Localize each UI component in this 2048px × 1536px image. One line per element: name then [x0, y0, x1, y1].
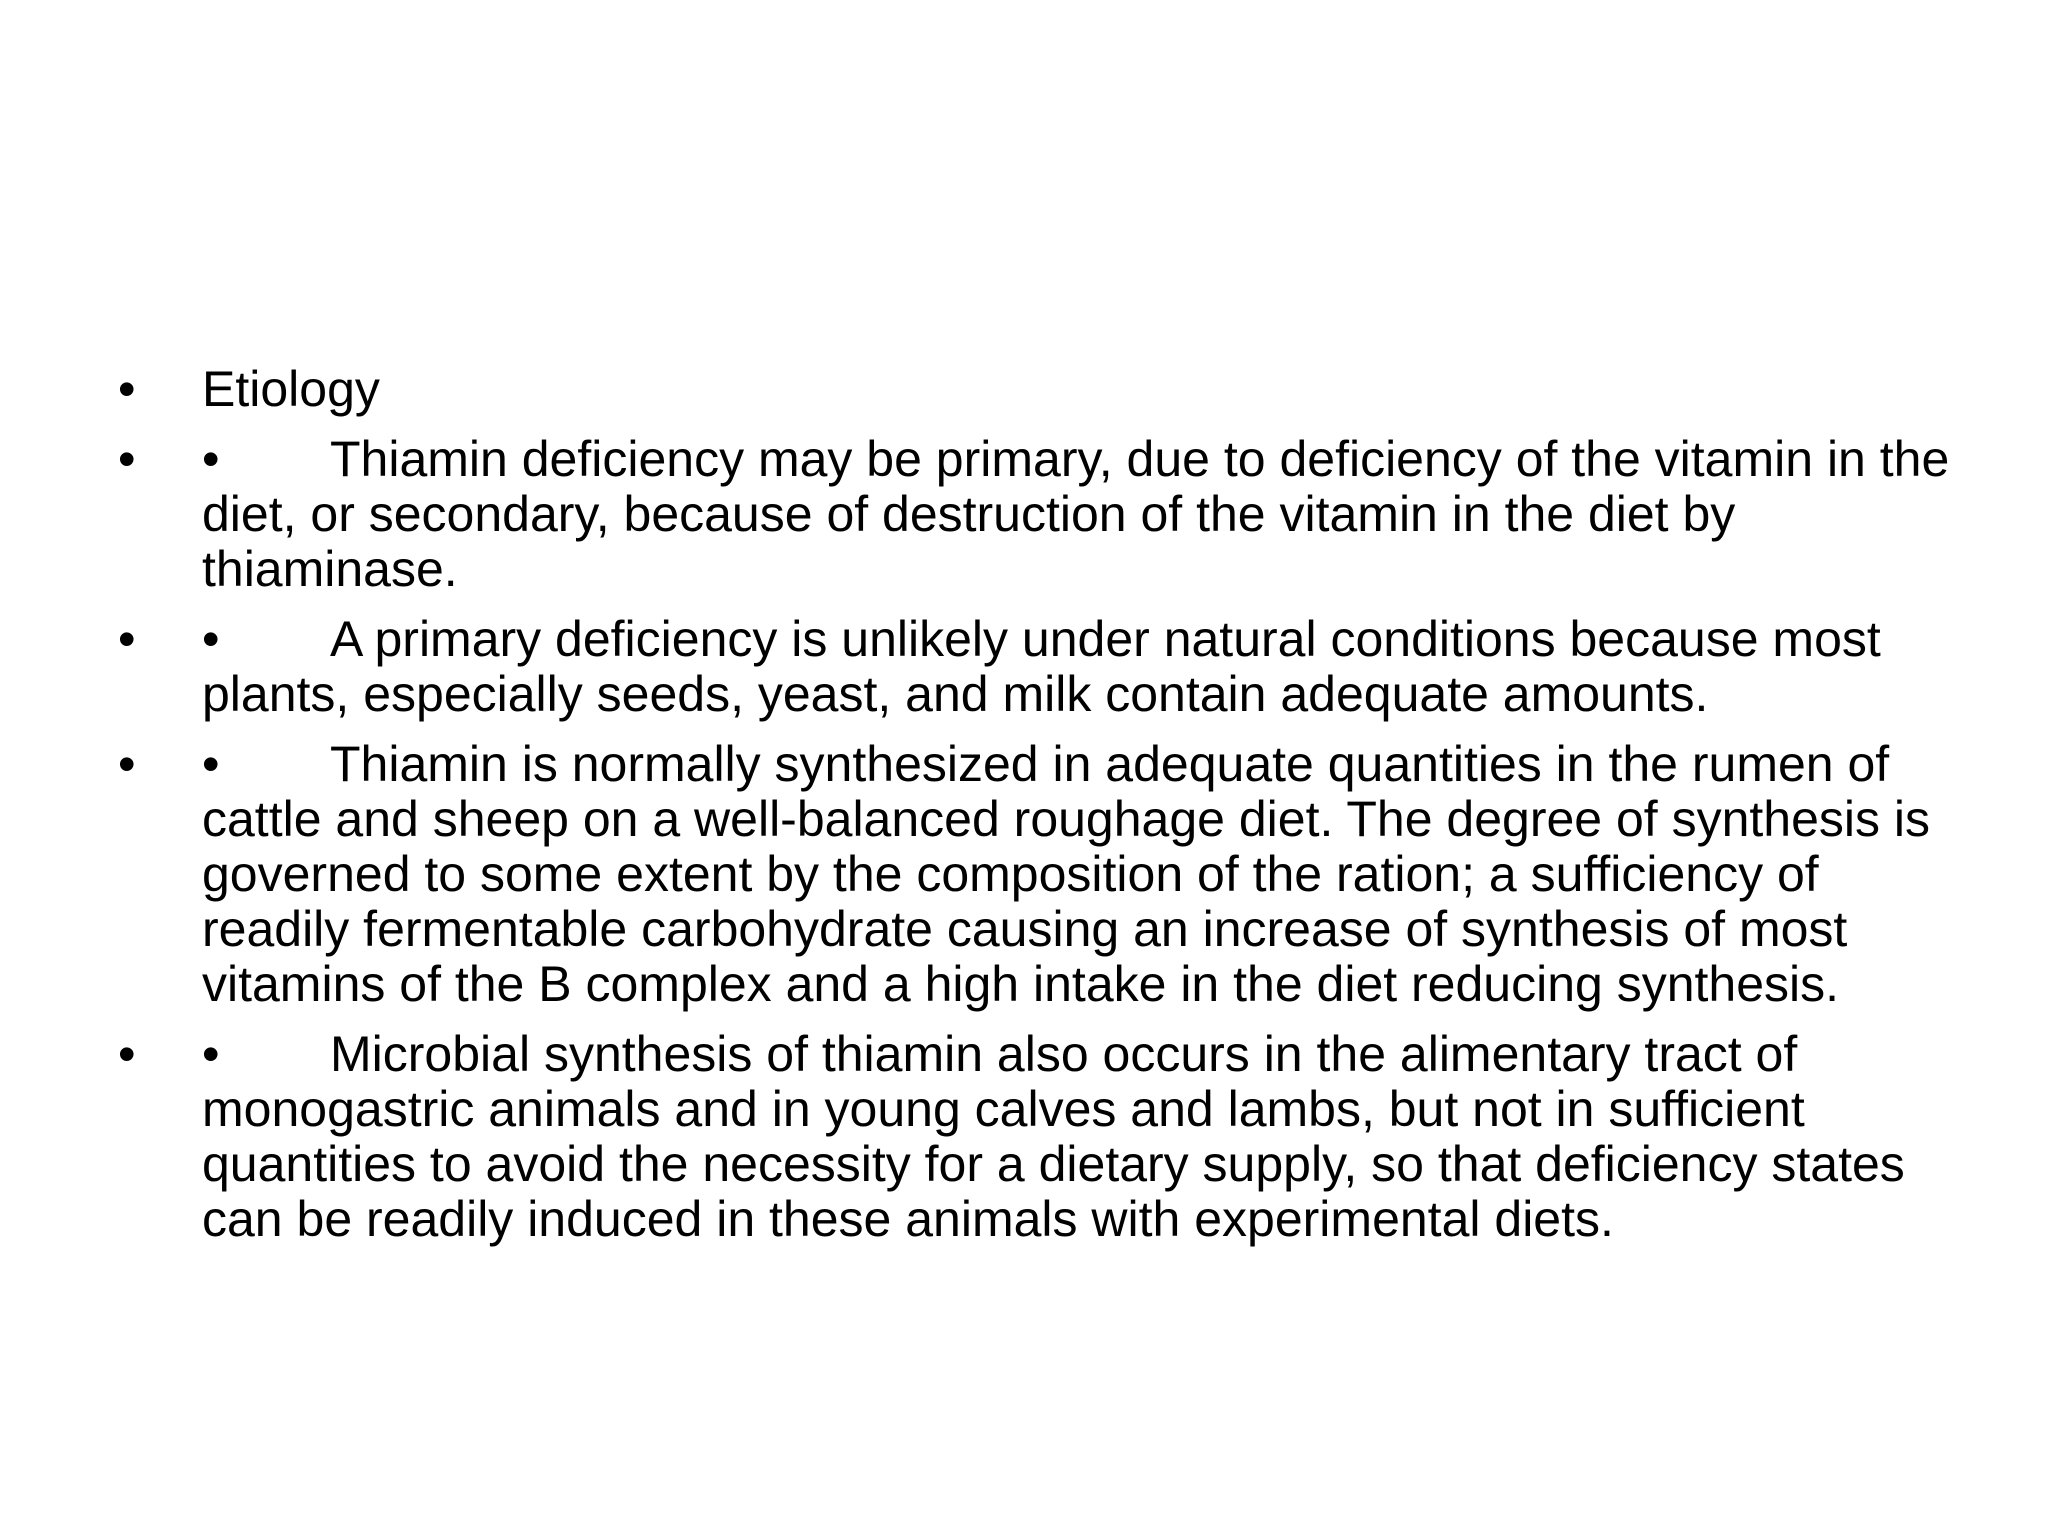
bullet-icon: • [118, 1026, 136, 1082]
list-item-text: Microbial synthesis of thiamin also occurs in the alimentary tract of monogastric animals and in young calves and lambs, but not in sufficient quantities to avoid the necessity for a dietary supply, so that deficiency states can be readily induced in these animals with experimental diets. [202, 1026, 1905, 1247]
list-item [118, 1027, 1958, 1247]
inner-bullet-icon: • [202, 1026, 220, 1082]
bullet-icon: • [118, 736, 136, 792]
bullet-list [118, 362, 1958, 1262]
bullet-icon: • [118, 361, 136, 417]
list-item [118, 362, 1958, 417]
list-item [118, 432, 1958, 597]
list-item-text: Thiamin deficiency may be primary, due to deficiency of the vitamin in the diet, or secondary, because of destruction of the vitamin in the diet by thiaminase. [202, 431, 1950, 597]
inner-bullet-icon: • [202, 736, 220, 792]
list-item [118, 737, 1958, 1012]
bullet-icon: • [118, 431, 136, 487]
inner-bullet-icon: • [202, 611, 220, 667]
bullet-icon: • [118, 611, 136, 667]
list-item-text: A primary deficiency is unlikely under natural conditions because most plants, especially seeds, yeast, and milk contain adequate amounts. [202, 611, 1881, 722]
inner-bullet-icon: • [202, 431, 220, 487]
list-item [118, 612, 1958, 722]
list-item-text: Etiology [202, 361, 380, 417]
list-item-text: Thiamin is normally synthesized in adequate quantities in the rumen of cattle and sheep on a well-balanced roughage diet. The degree of synthesis is governed to some extent by the composition of the ration; a sufficiency of readily fermentable carbohydrate causing an increase of synthesis of most vitamins of the B complex and a high intake in the diet reducing synthesis. [202, 736, 1931, 1012]
